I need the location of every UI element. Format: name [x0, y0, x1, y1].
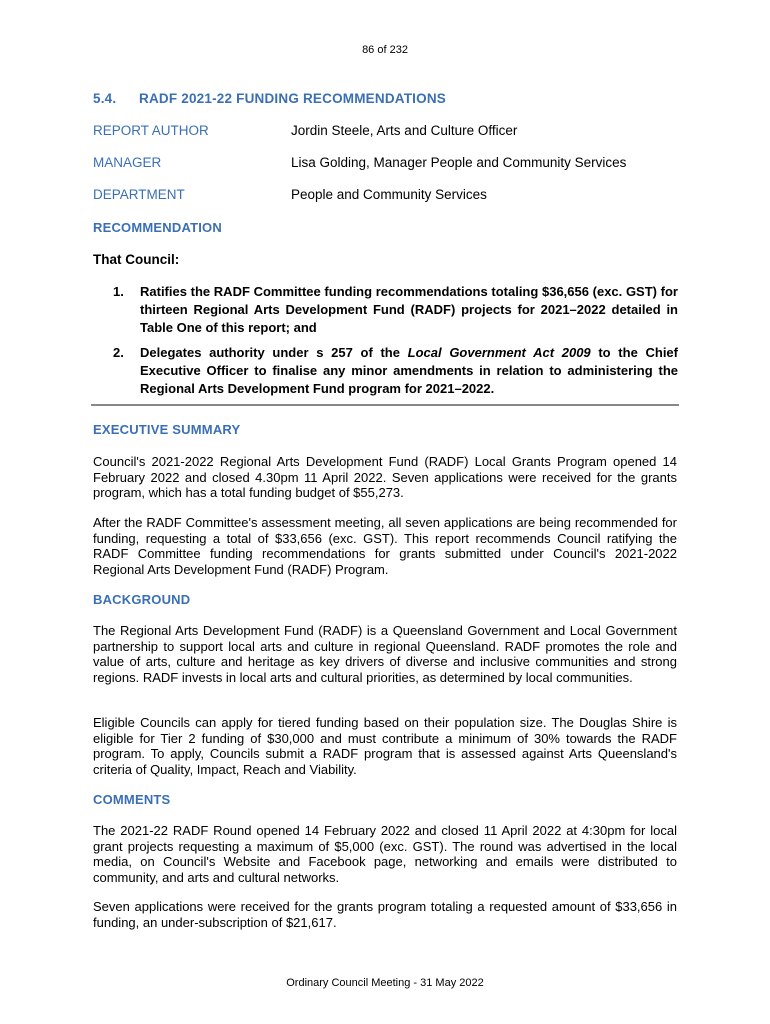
- manager-value: Lisa Golding, Manager People and Community Services: [291, 155, 627, 170]
- paragraph: The 2021-22 RADF Round opened 14 February 2022 and closed 11 April 2022 at 4:30pm for local grant projects requesting a maximum of $5,000 (exc. GST). The round was advertised in the local media, on Council's Website and Facebook page, networking and emails were distributed to community, and arts and cultural networks.: [93, 823, 677, 885]
- paragraph: Eligible Councils can apply for tiered funding based on their population size. The Douglas Shire is eligible for Tier 2 funding of $30,000 and must contribute a minimum of 30% towards the RADF program. To apply, Councils submit a RADF program that is assessed against Arts Queensland's criteria of Quality, Impact, Reach and Viability.: [93, 715, 677, 777]
- section-heading: [93, 91, 446, 106]
- paragraph: The Regional Arts Development Fund (RADF) is a Queensland Government and Local Government partnership to support local arts and culture in regional Queensland. RADF promotes the role and value of arts, culture and heritage as key drivers of diverse and inclusive communities and strong regions. RADF invests in local arts and cultural priorities, as determined by local communities.: [93, 623, 677, 685]
- recommendation-text: Ratifies the RADF Committee funding recommendations totaling $36,656 (exc. GST) for thirteen Regional Arts Development Fund (RADF) projects for 2021–2022 detailed in Table One of this report; and: [140, 284, 678, 335]
- act-name: Local Government Act 2009: [407, 345, 591, 360]
- background-heading: BACKGROUND: [93, 592, 191, 607]
- recommendation-item: [113, 344, 678, 398]
- report-author-label: REPORT AUTHOR: [93, 123, 209, 138]
- recommendation-item: [113, 283, 678, 337]
- paragraph: Council's 2021-2022 Regional Arts Development Fund (RADF) Local Grants Program opened 14 February 2022 and closed 4.30pm 11 April 2022. Seven applications were received for the grants program, which has a total funding budget of $55,273.: [93, 454, 677, 501]
- recommendation-heading: RECOMMENDATION: [93, 220, 222, 235]
- recommendation-intro: That Council:: [93, 252, 180, 267]
- manager-label: MANAGER: [93, 155, 162, 170]
- page-number: 86 of 232: [362, 44, 408, 56]
- executive-summary-heading: EXECUTIVE SUMMARY: [93, 422, 241, 437]
- recommendation-text: Delegates authority under s 257 of the Local Government Act 2009 to the Chief Executive Officer to finalise any minor amendments in relation to administering the Regional Arts Development Fund program for 2021–2022.: [140, 345, 678, 396]
- section-title: RADF 2021-22 FUNDING RECOMMENDATIONS: [139, 91, 446, 106]
- recommendation-number: 1.: [113, 284, 124, 299]
- page-footer: Ordinary Council Meeting - 31 May 2022: [286, 977, 484, 989]
- paragraph: After the RADF Committee's assessment meeting, all seven applications are being recommended for funding, requesting a total of $33,656 (exc. GST). This report recommends Council ratifying the RADF Committee funding recommendations for grants submitted under Council's 2021-2022 Regional Arts Development Fund (RADF) Program.: [93, 515, 677, 577]
- comments-heading: COMMENTS: [93, 792, 171, 807]
- section-number: 5.4.: [93, 91, 117, 106]
- recommendation-number: 2.: [113, 345, 124, 360]
- section-divider: [91, 404, 679, 406]
- department-value: People and Community Services: [291, 187, 487, 202]
- paragraph: Seven applications were received for the grants program totaling a requested amount of $33,656 in funding, an under-subscription of $21,617.: [93, 899, 677, 930]
- department-label: DEPARTMENT: [93, 187, 185, 202]
- report-author-value: Jordin Steele, Arts and Culture Officer: [291, 123, 518, 138]
